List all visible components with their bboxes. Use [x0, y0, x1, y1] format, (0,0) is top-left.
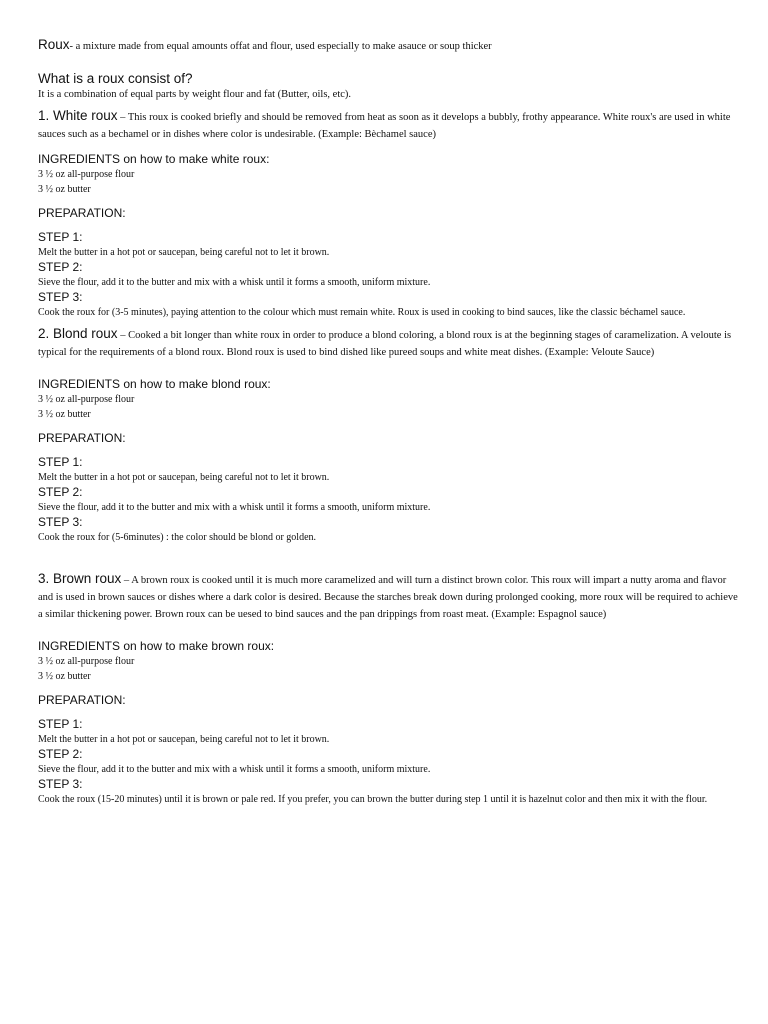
ingredient-item: 3 ½ oz butter [38, 409, 91, 420]
question-answer: It is a combination of equal parts by weight flour and fat (Butter, oils, etc). [38, 89, 352, 100]
ingredients-heading: INGREDIENTS on how to make blond roux: [38, 377, 271, 391]
ingredient-item: 3 ½ oz all-purpose flour [38, 394, 135, 405]
step-label: STEP 1: [38, 455, 83, 469]
intro-definition-text: - a mixture made from equal amounts offat and flour, used especially to make asauce or soup thicker [69, 41, 492, 52]
ingredients-heading: INGREDIENTS on how to make brown roux: [38, 639, 275, 653]
section-heading [38, 325, 738, 361]
step-text: Cook the roux (15-20 minutes) until it is brown or pale red. If you prefer, you can brown the butter during step 1 until it is hazelnut color and then mix it with the flour. [38, 794, 708, 805]
section-title: 3. Brown roux [38, 571, 122, 586]
section-description: – This roux is cooked briefly and should be removed from heat as soon as it develops a bubbly, frothy appearance. White roux's are used in white sauces such as a bechamel or in dishes where color is undesirable. (Example: Bèchamel sauce) [38, 112, 731, 140]
ingredient-item: 3 ½ oz butter [38, 671, 91, 682]
section-blond-roux [38, 325, 738, 545]
step-label: STEP 1: [38, 717, 83, 731]
step-text: Sieve the flour, add it to the butter and mix with a whisk until it forms a smooth, uniform mixture. [38, 764, 431, 775]
section-heading [38, 570, 738, 623]
ingredients-heading: INGREDIENTS on how to make white roux: [38, 152, 270, 166]
step-label: STEP 2: [38, 485, 83, 499]
intro-definition [38, 36, 738, 56]
step-label: STEP 3: [38, 290, 83, 304]
step-label: STEP 3: [38, 515, 83, 529]
question-title: What is a roux consist of? [38, 71, 193, 86]
section-brown-roux [38, 570, 738, 807]
step-text: Melt the butter in a hot pot or saucepan, being careful not to let it brown. [38, 734, 330, 745]
section-title: 1. White roux [38, 108, 118, 123]
preparation-heading: PREPARATION: [38, 431, 126, 445]
intro-term: Roux [38, 37, 70, 52]
step-text: Melt the butter in a hot pot or saucepan, being careful not to let it brown. [38, 472, 330, 483]
ingredient-item: 3 ½ oz butter [38, 184, 91, 195]
ingredient-item: 3 ½ oz all-purpose flour [38, 169, 135, 180]
step-label: STEP 2: [38, 747, 83, 761]
preparation-heading: PREPARATION: [38, 206, 126, 220]
section-heading [38, 107, 738, 143]
section-description: – Cooked a bit longer than white roux in order to produce a blond coloring, a blond roux is at the beginning stages of caramelization. A veloute is typical for the requirements of a blond roux. Blond roux is used to bind dished like pureed soups and white meat dishes. (Example: Veloute Sauce) [38, 330, 732, 358]
step-text: Sieve the flour, add it to the butter and mix with a whisk until it forms a smooth, uniform mixture. [38, 502, 431, 513]
step-label: STEP 3: [38, 777, 83, 791]
section-description: – A brown roux is cooked until it is much more caramelized and will turn a distinct brown color. This roux will impart a nutty aroma and flavor and is used in brown sauces or dishes where a dark color is desired. Because the starches break down during prolonged cooking, more roux will be required to achieve a similar thickening power. Brown roux can be uesed to bind sauces and the pan drippings from roast meat. (Example: Espagnol sauce) [38, 575, 738, 620]
step-label: STEP 2: [38, 260, 83, 274]
step-text: Cook the roux for (3-5 minutes), paying attention to the colour which must remain white. Roux is used in cooking to bind sauces, like the classic béchamel sauce. [38, 307, 686, 318]
preparation-heading: PREPARATION: [38, 693, 126, 707]
step-text: Cook the roux for (5-6minutes) : the color should be blond or golden. [38, 532, 317, 543]
document-page [38, 36, 738, 807]
ingredient-item: 3 ½ oz all-purpose flour [38, 656, 135, 667]
step-label: STEP 1: [38, 230, 83, 244]
step-text: Sieve the flour, add it to the butter and mix with a whisk until it forms a smooth, uniform mixture. [38, 277, 431, 288]
section-title: 2. Blond roux [38, 326, 118, 341]
step-text: Melt the butter in a hot pot or saucepan, being careful not to let it brown. [38, 247, 330, 258]
section-white-roux [38, 107, 738, 320]
